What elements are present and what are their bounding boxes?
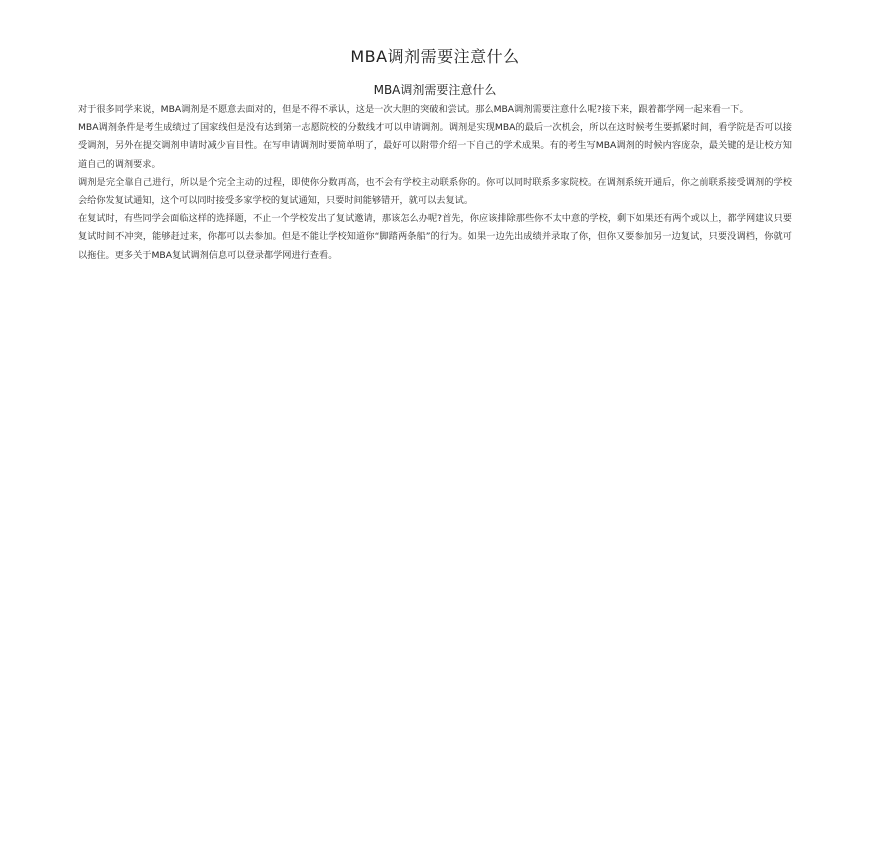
body-paragraph: 在复试时，有些同学会面临这样的选择题，不止一个学校发出了复试邀请，那该怎么办呢?首先，你应该排除那些你不太中意的学校，剩下如果还有两个或以上，都学网建议只要复试时间不冲突，能够赶过来，你都可以去参加。但是不能让学校知道你“脚踏两条船”的行为。如果一边先出成绩并录取了你，但你又要参加另一边复试，只要没调档，你就可以拖住。更多关于MBA复试调剂信息可以登录都学网进行查看。 (78, 213, 792, 261)
document-subtitle: MBA调剂需要注意什么 (373, 83, 497, 97)
body-paragraph: 调剂是完全靠自己进行，所以是个完全主动的过程，即使你分数再高，也不会有学校主动联系你的。你可以同时联系多家院校。在调剂系统开通后，你之前联系接受调剂的学校会给你发复试通知，这个可以同时接受多家学校的复试通知，只要时间能够错开，就可以去复试。 (78, 176, 792, 207)
document-body (78, 101, 792, 265)
document-title: MBA调剂需要注意什么 (350, 47, 520, 66)
body-paragraph: MBA调剂条件是考生成绩过了国家线但是没有达到第一志愿院校的分数线才可以申请调剂。调剂是实现MBA的最后一次机会，所以在这时候考生要抓紧时间，看学院是否可以接受调剂，另外在提交调剂申请时减少盲目性。在写申请调剂时要简单明了，最好可以附带介绍一下自己的学术成果。有的考生写MBA调剂的时候内容庞杂，最关键的是让校方知道自己的调剂要求。 (78, 122, 792, 170)
body-paragraph: 对于很多同学来说，MBA调剂是不愿意去面对的，但是不得不承认，这是一次大胆的突破和尝试。那么MBA调剂需要注意什么呢?接下来，跟着都学网一起来看一下。 (78, 104, 749, 115)
